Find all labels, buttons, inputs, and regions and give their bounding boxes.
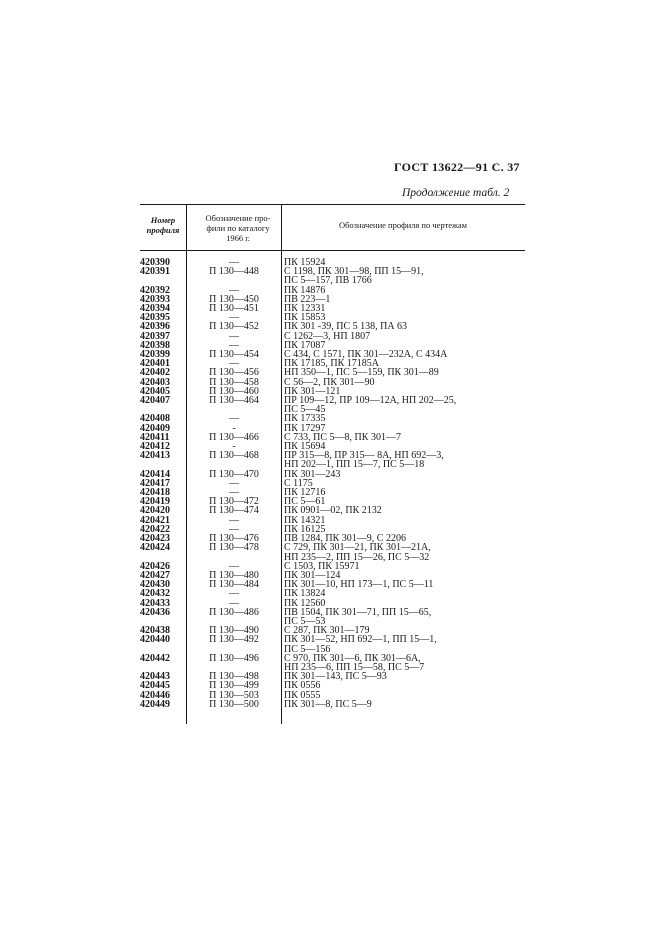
profile-table: [140, 204, 525, 724]
catalog-designation: П 130—466: [209, 431, 259, 443]
catalog-designation: П 130—451: [209, 303, 259, 315]
profile-number: 420413: [140, 450, 170, 462]
drawing-designation: [282, 543, 525, 561]
catalog-designation: П 130—486: [209, 606, 259, 618]
profile-number: 420443: [140, 671, 170, 683]
drawing-designation-line: НП 235—6, ПП 15—58, ПС 5—7: [284, 661, 425, 673]
catalog-designation: П 130—472: [209, 496, 259, 508]
drawing-designation-line: ПК 12716: [284, 487, 326, 499]
table-row: [140, 635, 525, 653]
catalog-designation: П 130—456: [209, 367, 259, 379]
drawing-designation-line: С 733, ПС 5—8, ПК 301—7: [284, 431, 401, 443]
table-row: [140, 414, 525, 423]
profile-number: 420445: [140, 680, 170, 692]
drawing-designation: [282, 700, 525, 709]
catalog-designation: —: [229, 312, 239, 324]
table-row: [140, 672, 525, 681]
table-row: [140, 332, 525, 341]
catalog-designation: —: [229, 487, 239, 499]
profile-number: 420391: [140, 266, 170, 278]
catalog-designation: П 130—490: [209, 625, 259, 637]
drawing-designation-line: С 287, ПК 301—179: [284, 625, 370, 637]
drawing-designation-line: С 1262—3, НП 1807: [284, 330, 371, 342]
table-row: [140, 543, 525, 561]
catalog-designation: —: [229, 597, 239, 609]
table-row: [140, 267, 525, 285]
catalog-designation: -: [232, 441, 236, 453]
profile-number: 420419: [140, 496, 170, 508]
drawing-designation-line: ПК 301—52, НП 692—1, ПП 15—1,: [284, 634, 437, 646]
table-top-rule: [140, 204, 525, 205]
profile-number: 420398: [140, 339, 170, 351]
profile-number: 420436: [140, 606, 170, 618]
profile-number: 420402: [140, 367, 170, 379]
catalog-designation: —: [229, 560, 239, 572]
drawing-designation-line: ПК 15924: [284, 257, 326, 268]
profile-number: 420423: [140, 533, 170, 545]
profile-number: 420399: [140, 349, 170, 361]
profile-number: 420403: [140, 376, 170, 388]
profile-number: 420409: [140, 422, 170, 434]
catalog-designation: —: [229, 588, 239, 600]
catalog-designation: П 130—478: [209, 542, 259, 554]
page-header: ГОСТ 13622—91 С. 37: [394, 160, 520, 174]
catalog-designation: —: [229, 413, 239, 425]
drawing-designation-line: ПК 0556: [284, 680, 321, 692]
table-row: [140, 451, 525, 469]
table-row: [140, 516, 525, 525]
drawing-designation-line: ПК 12331: [284, 303, 326, 315]
profile-number: 420449: [140, 698, 170, 710]
column-header-catalog: [198, 213, 278, 243]
drawing-designation-line: ПК 17335: [284, 413, 326, 425]
table-row: [140, 304, 525, 313]
drawing-designation-line: НП 235—2, ПП 15—26, ПС 5—32: [284, 551, 430, 563]
drawing-designation-line: ПК 17185, ПК 17185А: [284, 358, 380, 370]
catalog-designation: П 130—464: [209, 395, 259, 407]
profile-number: 420408: [140, 413, 170, 425]
drawing-designation-line: С 1503, ПК 15971: [284, 560, 360, 572]
drawing-designation-line: НП 202—1, ПП 15—7, ПС 5—18: [284, 459, 425, 471]
drawing-designation-line: ПС 5—156: [284, 643, 331, 655]
table-row: [140, 681, 525, 690]
drawing-designation-line: ПК 17297: [284, 422, 326, 434]
drawing-designation-line: ПК 14876: [284, 284, 326, 296]
profile-number: 420432: [140, 588, 170, 600]
drawing-designation-line: ПК 17087: [284, 339, 326, 351]
drawing-designation-line: С 729, ПК 301—21, ПК 301—21А,: [284, 542, 431, 554]
drawing-designation: [282, 654, 525, 672]
drawing-designation-line: С 1175: [284, 477, 313, 489]
drawing-designation-line: С 1198, ПК 301—98, ПП 15—91,: [284, 266, 424, 278]
drawing-designation-line: ПК 301—10, НП 173—1, ПС 5—11: [284, 579, 434, 591]
profile-number: 420394: [140, 303, 170, 315]
table-row: [140, 396, 525, 414]
column-header-number-line1: Номер: [150, 215, 176, 225]
column-header-drawing-line1: Обозначение профиля по чертежам: [338, 220, 468, 230]
profile-number: 420405: [140, 385, 170, 397]
profile-number: 420446: [140, 689, 170, 701]
drawing-designation-line: ПК 0901—02, ПК 2132: [284, 505, 382, 517]
catalog-designation: П 130—500: [209, 698, 259, 710]
profile-number: 420418: [140, 487, 170, 499]
drawing-designation-line: ПВ 223—1: [284, 293, 331, 305]
table-row: [140, 470, 525, 479]
column-header-number: [140, 215, 186, 235]
table-continuation-caption: Продолжение табл. 2: [402, 187, 510, 199]
catalog-designation: П 130—454: [209, 349, 259, 361]
column-header-catalog-line1: Обозначение про-: [205, 213, 271, 223]
drawing-designation-line: С 970, ПК 301—6, ПК 301—6А,: [284, 652, 421, 664]
drawing-designation-line: ПС 5—157, ПВ 1766: [284, 275, 372, 287]
table-body: [140, 258, 525, 709]
profile-number: 420411: [140, 431, 170, 443]
profile-number: 420438: [140, 625, 170, 637]
profile-number: 420420: [140, 505, 170, 517]
table-row: [140, 589, 525, 598]
profile-number: 420393: [140, 293, 170, 305]
catalog-designation: —: [229, 284, 239, 296]
drawing-designation-line: ПК 301—243: [284, 468, 341, 480]
profile-number: 420396: [140, 321, 170, 333]
profile-number: 420421: [140, 514, 170, 526]
profile-number: 420412: [140, 441, 170, 453]
catalog-designation: П 130—452: [209, 321, 259, 333]
profile-number: 420440: [140, 634, 170, 646]
table-row: [140, 654, 525, 672]
profile-number: 420442: [140, 652, 170, 664]
profile-number: 420392: [140, 284, 170, 296]
drawing-designation-line: С 56—2, ПК 301—90: [284, 376, 375, 388]
catalog-designation: —: [229, 330, 239, 342]
catalog-designation: —: [229, 477, 239, 489]
drawing-designation: [282, 635, 525, 653]
table-row: [140, 488, 525, 497]
profile-number: 420430: [140, 579, 170, 591]
catalog-designation: П 130—492: [209, 634, 259, 646]
table-row: [140, 479, 525, 488]
drawing-designation-line: ПК 0555: [284, 689, 321, 701]
catalog-designation: П 130—470: [209, 468, 259, 480]
profile-number: 420424: [140, 542, 170, 554]
column-header-drawing: [283, 220, 523, 230]
catalog-designation: П 130—474: [209, 505, 259, 517]
profile-number: 420417: [140, 477, 170, 489]
catalog-designation: П 130—503: [209, 689, 259, 701]
drawing-designation-line: ПК 13824: [284, 588, 326, 600]
drawing-designation-line: ПК 301—121: [284, 385, 341, 397]
drawing-designation-line: ПК 15694: [284, 441, 326, 453]
profile-number: 420390: [140, 257, 170, 268]
catalog-designation: П 130—450: [209, 293, 259, 305]
drawing-designation: [282, 267, 525, 285]
table-row: [140, 608, 525, 626]
catalog-designation: —: [229, 523, 239, 535]
drawing-designation-line: ПК 301—8, ПС 5—9: [284, 698, 372, 710]
column-header-number-line2: профиля: [146, 225, 180, 235]
catalog-designation: П 130—468: [209, 450, 259, 462]
catalog-designation: —: [229, 257, 239, 268]
profile-number: 420433: [140, 597, 170, 609]
catalog-designation: П 130—499: [209, 680, 259, 692]
drawing-designation: [282, 451, 525, 469]
drawing-designation-line: ПС 5—45: [284, 404, 326, 416]
drawing-designation-line: ПР 109—12, ПР 109—12А, НП 202—25,: [284, 395, 457, 407]
catalog-designation: П 130—448: [209, 266, 259, 278]
table-row: [140, 580, 525, 589]
catalog-designation: П 130—498: [209, 671, 259, 683]
catalog-designation: П 130—460: [209, 385, 259, 397]
drawing-designation-line: ПК 301—143, ПС 5—93: [284, 671, 387, 683]
column-header-catalog-line3: 1966 г.: [226, 233, 250, 243]
profile-number: 420401: [140, 358, 170, 370]
table-row: [140, 286, 525, 295]
table-header-rule: [140, 250, 525, 251]
table-row: [140, 700, 525, 709]
column-header-catalog-line2: фили по каталогу: [206, 223, 270, 233]
catalog-designation: —: [229, 358, 239, 370]
drawing-designation-line: ПР 315—8, ПР 315— 8А, НП 692—3,: [284, 450, 444, 462]
table-row: [140, 506, 525, 515]
profile-number: 420414: [140, 468, 170, 480]
table-row: [140, 433, 525, 442]
table-row: [140, 295, 525, 304]
catalog-designation: П 130—458: [209, 376, 259, 388]
drawing-designation-line: ПК 15853: [284, 312, 326, 324]
drawing-designation-line: ПС 5—61: [284, 496, 326, 508]
catalog-designation: П 130—496: [209, 652, 259, 664]
catalog-designation: П 130—484: [209, 579, 259, 591]
profile-number: 420407: [140, 395, 170, 407]
drawing-designation-line: ПК 14321: [284, 514, 326, 526]
drawing-designation-line: ПК 301 -39, ПС 5 138, ПА 63: [284, 321, 408, 333]
catalog-designation: —: [229, 514, 239, 526]
drawing-designation: [282, 396, 525, 414]
drawing-designation-line: ПК 16125: [284, 523, 326, 535]
drawing-designation-line: ПК 301—124: [284, 569, 341, 581]
catalog-designation: —: [229, 339, 239, 351]
profile-number: 420395: [140, 312, 170, 324]
drawing-designation-line: ПС 5—53: [284, 615, 326, 627]
profile-number: 420422: [140, 523, 170, 535]
catalog-designation: П 130—480: [209, 569, 259, 581]
drawing-designation: [282, 470, 525, 479]
profile-number: 420427: [140, 569, 170, 581]
drawing-designation-line: ПВ 1284, ПК 301—9, С 2206: [284, 533, 406, 545]
drawing-designation-line: ПК 12560: [284, 597, 326, 609]
catalog-designation: П 130—476: [209, 533, 259, 545]
profile-number: 420397: [140, 330, 170, 342]
drawing-designation-line: ПВ 1504, ПК 301—71, ПП 15—65,: [284, 606, 432, 618]
profile-number: 420426: [140, 560, 170, 572]
drawing-designation-line: НП 350—1, ПС 5—159, ПК 301—89: [284, 367, 439, 379]
drawing-designation-line: С 434, С 1571, ПК 301—232А, С 434А: [284, 349, 448, 361]
catalog-designation: -: [232, 422, 236, 434]
drawing-designation: [282, 608, 525, 626]
